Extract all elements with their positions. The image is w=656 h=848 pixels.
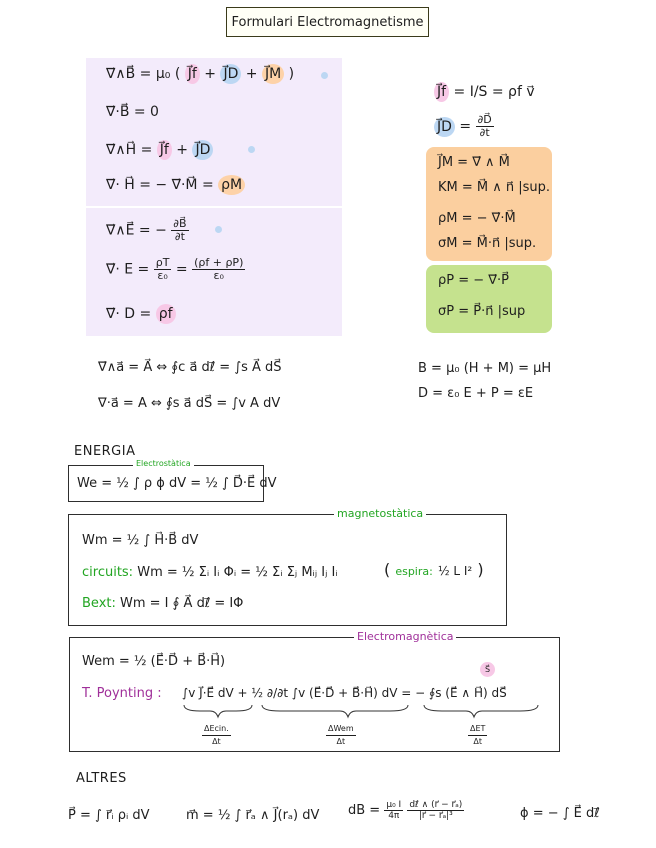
equation-text: ∇⃗∧B⃗ = μ₀ ( bbox=[106, 66, 181, 82]
espira-label: espira: bbox=[395, 565, 433, 578]
electromagnetic-tag: Electromagnètica bbox=[354, 630, 456, 643]
dipole-moment-m: m⃗ = ½ ∫ r⃗ₐ ∧ J⃗(rₐ) dV bbox=[186, 808, 320, 823]
numerator: (ρf + ρP) bbox=[194, 256, 244, 269]
jf-term: J⃗f bbox=[434, 82, 449, 102]
jm-term: J⃗M bbox=[262, 64, 284, 84]
panel-divider bbox=[86, 206, 342, 208]
bext-energy bbox=[82, 596, 243, 611]
div-h-equation bbox=[106, 177, 245, 193]
b-relation: B = μ₀ (H + M) = μH bbox=[418, 361, 552, 376]
electromagnetic-energy: Wem = ½ (E⃗·D⃗ + B⃗·H⃗) bbox=[82, 654, 226, 669]
equation-text: ∫v J⃗·E⃗ dV + ½ bbox=[182, 686, 264, 700]
equation-text: ∇⃗· E = bbox=[106, 261, 150, 278]
numerator: ∂B⃗ bbox=[173, 217, 187, 230]
rhom-term: ρM bbox=[218, 175, 245, 195]
equation-text: Wm = I ∮ A⃗ dℓ⃗ = IΦ bbox=[120, 596, 244, 611]
polarization-line: σP = P⃗·n⃗ |sup bbox=[438, 304, 526, 319]
denominator: Δt bbox=[336, 737, 346, 746]
potential-equation: ϕ = − ∫ E⃗ dℓ⃗ bbox=[520, 806, 600, 821]
fraction bbox=[154, 257, 172, 282]
denominator: ∂t bbox=[479, 126, 490, 139]
jf-term: J⃗f bbox=[157, 140, 172, 160]
denominator: |r⃗ − r⃗ₐ|³ bbox=[418, 811, 453, 821]
equation-text: = I/S = ρf v⃗ bbox=[453, 84, 535, 100]
energia-heading: ENERGIA bbox=[74, 444, 136, 459]
gauss-d-equation bbox=[106, 306, 176, 322]
jd-term: J⃗D bbox=[434, 117, 455, 137]
dipole-moment-p: P⃗ = ∫ r⃗ᵢ ρᵢ dV bbox=[68, 808, 150, 823]
equation-text: ∇⃗∧H⃗ = bbox=[106, 142, 153, 158]
marker-dot bbox=[215, 226, 222, 233]
circuits-energy bbox=[82, 565, 338, 580]
fraction bbox=[171, 218, 188, 243]
jf-term: J⃗f bbox=[185, 64, 200, 84]
ampere-h-equation: ∇⃗∧H⃗ = J⃗f + J⃗D bbox=[106, 142, 213, 158]
gauss-e-equation: ∇⃗· E = $\frac{\rho T}{\text{ε₀}}$ = $\frac{(\rho f + \rho P)}{\text{ε₀}}$ bbox=[106, 256, 244, 282]
magnetization-line: KM = M⃗ ∧ n⃗ |sup. bbox=[438, 180, 551, 195]
jf-definition bbox=[434, 84, 535, 100]
jd-definition: J⃗D = $\frac{\partial D⃗}{\partial t}$ bbox=[434, 114, 494, 139]
equation-text: ∇⃗· H⃗ = − ∇⃗·M⃗ = bbox=[106, 177, 214, 193]
jd-term: J⃗D bbox=[192, 140, 213, 160]
ampere-maxwell-equation: ∇⃗∧B⃗ = μ₀ ( J⃗f + J⃗D + J⃗M ) bbox=[106, 66, 295, 82]
denominator: Δt bbox=[212, 737, 221, 746]
polarization-line: ρP = − ∇⃗·P⃗ bbox=[438, 273, 509, 288]
espira-note: ( espira: ½ L I² ) bbox=[384, 560, 484, 579]
d-relation: D = ε₀ E + P = εE bbox=[418, 386, 534, 401]
equation-text: ∇⃗∧E⃗ = − bbox=[106, 222, 167, 239]
poynting-label: T. Poynting : bbox=[82, 686, 162, 701]
altres-heading: ALTRES bbox=[76, 771, 127, 786]
numerator: ΔEcin. bbox=[202, 723, 231, 736]
numerator: dℓ⃗ ∧ (r⃗ − r⃗ₐ) bbox=[409, 800, 463, 810]
electrostatic-tag: Electrostàtica bbox=[133, 459, 194, 468]
equation-text: ∇⃗· D = bbox=[106, 306, 152, 322]
espira-equation: ½ L I² bbox=[437, 564, 473, 578]
maxwell-equations-panel bbox=[86, 58, 342, 336]
numerator: ΔET bbox=[468, 723, 487, 736]
denominator: 4π bbox=[388, 811, 400, 821]
numerator: ρT bbox=[155, 256, 170, 269]
magnetization-line: ρM = − ∇⃗·M⃗ bbox=[438, 211, 516, 226]
underbraces bbox=[180, 703, 550, 719]
magnetostatic-energy: Wm = ½ ∫ H⃗·B⃗ dV bbox=[82, 533, 199, 548]
gauss-magnetism-equation: ∇⃗·B⃗ = 0 bbox=[106, 104, 159, 120]
circuits-label: circuits: bbox=[82, 565, 134, 580]
poynting-theorem bbox=[182, 686, 507, 700]
rhof-term: ρf bbox=[156, 304, 176, 324]
equation-text: Wm = ½ Σᵢ Iᵢ Φᵢ = ½ Σᵢ Σⱼ Mᵢⱼ Iⱼ Iᵢ bbox=[137, 565, 338, 580]
denominator: ε₀ bbox=[213, 269, 224, 282]
page-title: Formulari Electromagnetisme bbox=[226, 7, 429, 37]
jd-term: J⃗D bbox=[220, 64, 241, 84]
magnetization-line: σM = M⃗·n⃗ |sup. bbox=[438, 236, 537, 251]
poynting-vector-marker: S⃗ bbox=[480, 662, 495, 677]
stokes-theorem: ∇⃗∧a⃗ = A⃗ ⇔ ∮c a⃗ dℓ⃗ = ∫s A⃗ dS⃗ bbox=[98, 360, 282, 375]
brace-label-total bbox=[468, 723, 487, 748]
faraday-equation bbox=[106, 218, 189, 243]
denominator: ε₀ bbox=[157, 269, 168, 282]
numerator: ∂D⃗ bbox=[477, 113, 492, 126]
brace-label-kinetic bbox=[202, 723, 231, 748]
marker-dot bbox=[248, 146, 255, 153]
equation-text: ) bbox=[288, 66, 295, 82]
electrostatic-energy: We = ½ ∫ ρ ϕ dV = ½ ∫ D⃗·E⃗ dV bbox=[77, 476, 277, 491]
numerator: μ₀ I bbox=[386, 800, 402, 810]
fraction bbox=[192, 257, 245, 282]
numerator: ΔWem bbox=[326, 723, 356, 736]
gauss-theorem: ∇·a⃗ = A ⇔ ∮s a⃗ dS⃗ = ∫v A dV bbox=[98, 396, 281, 411]
biot-savart bbox=[348, 800, 464, 821]
denominator: ∂t bbox=[174, 230, 185, 243]
magnetostatic-tag: magnetostàtica bbox=[334, 507, 426, 520]
fraction bbox=[476, 114, 494, 139]
fraction bbox=[384, 800, 403, 821]
marker-dot bbox=[321, 72, 328, 79]
denominator: Δt bbox=[473, 737, 483, 746]
brace-label-field bbox=[326, 723, 356, 748]
magnetization-line: J⃗M = ∇⃗ ∧ M⃗ bbox=[438, 155, 510, 170]
fraction bbox=[407, 800, 464, 821]
bext-label: Bext: bbox=[82, 596, 116, 611]
equation-text: ∂/∂t ∫v (E⃗·D⃗ + B⃗·H⃗) dV = − ∮s (E⃗ ∧ H⃗) dS⃗ bbox=[266, 686, 507, 700]
equation-text: dB = bbox=[348, 803, 381, 818]
